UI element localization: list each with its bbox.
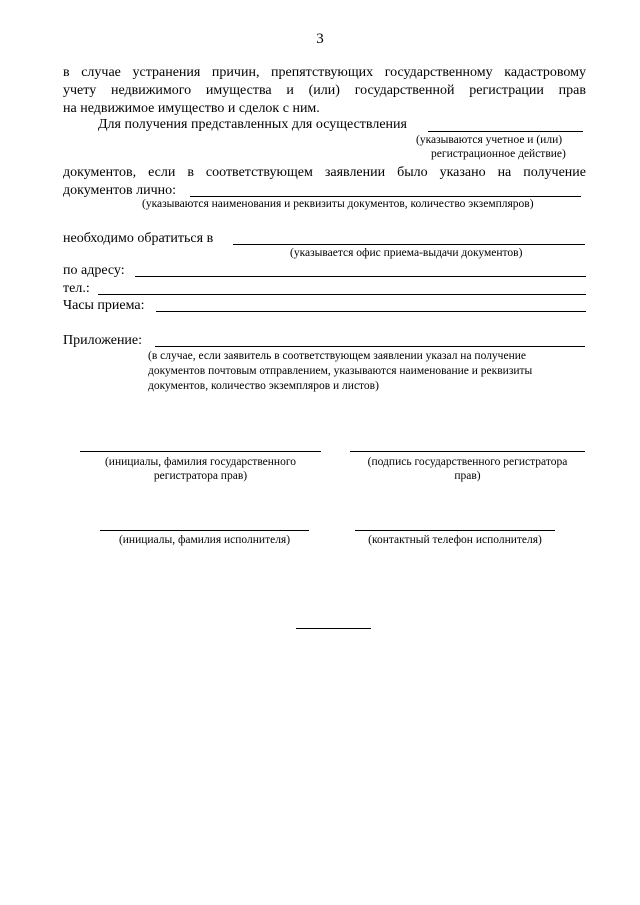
hours-label: Часы приема: <box>63 298 145 313</box>
intro-line-1: в случае устранения причин, препятствующих государственному кадастровому <box>63 65 586 80</box>
registrar-name-hint-1: (инициалы, фамилия государственного <box>104 456 297 468</box>
registrar-signature-hint-1: (подпись государственного регистратора <box>367 456 568 468</box>
registrar-signature-hint-2: прав) <box>454 470 481 482</box>
office-hint: (указывается офис приема-выдачи документов) <box>290 247 523 259</box>
office-label: необходимо обратиться в <box>63 231 214 246</box>
action-hint-1: (указываются учетное и (или) <box>416 134 563 146</box>
address-label: по адресу: <box>63 263 125 278</box>
address-blank-line <box>135 276 586 277</box>
intro-line-2: учету недвижимого имущества и (или) государственной регистрации прав <box>63 83 586 98</box>
phone-label: тел.: <box>63 281 90 296</box>
phone-blank-line <box>98 294 586 295</box>
receipt-continue-2: документов лично: <box>63 183 177 198</box>
registrar-name-line <box>80 451 321 452</box>
action-blank-line <box>428 131 583 132</box>
receipt-continue-1: документов, если в соответствующем заявлении было указано на получение <box>63 165 586 180</box>
receipt-lead: Для получения представленных для осуществления <box>98 117 407 132</box>
documents-hint: (указываются наименования и реквизиты документов, количество экземпляров) <box>142 198 534 210</box>
page-number: 3 <box>316 31 324 47</box>
action-hint-2: регистрационное действие) <box>431 148 566 160</box>
attachment-hint-1: (в случае, если заявитель в соответствующем заявлении указал на получение <box>148 350 526 362</box>
office-blank-line <box>233 244 585 245</box>
intro-line-3: на недвижимое имущество и сделок с ним. <box>63 101 320 116</box>
executor-name-line <box>100 530 309 531</box>
registrar-name-hint-2: регистратора прав) <box>153 470 248 482</box>
executor-phone-line <box>355 530 555 531</box>
registrar-signature-line <box>350 451 585 452</box>
executor-name-hint: (инициалы, фамилия исполнителя) <box>118 534 291 546</box>
end-separator <box>296 628 371 629</box>
attachment-hint-3: документов, количество экземпляров и листов) <box>148 380 379 392</box>
attachment-hint-2: документов почтовым отправлением, указываются наименование и реквизиты <box>148 365 533 377</box>
attachment-blank-line <box>155 346 585 347</box>
executor-phone-hint: (контактный телефон исполнителя) <box>368 534 542 546</box>
hours-blank-line <box>156 311 586 312</box>
attachment-label: Приложение: <box>63 333 143 348</box>
